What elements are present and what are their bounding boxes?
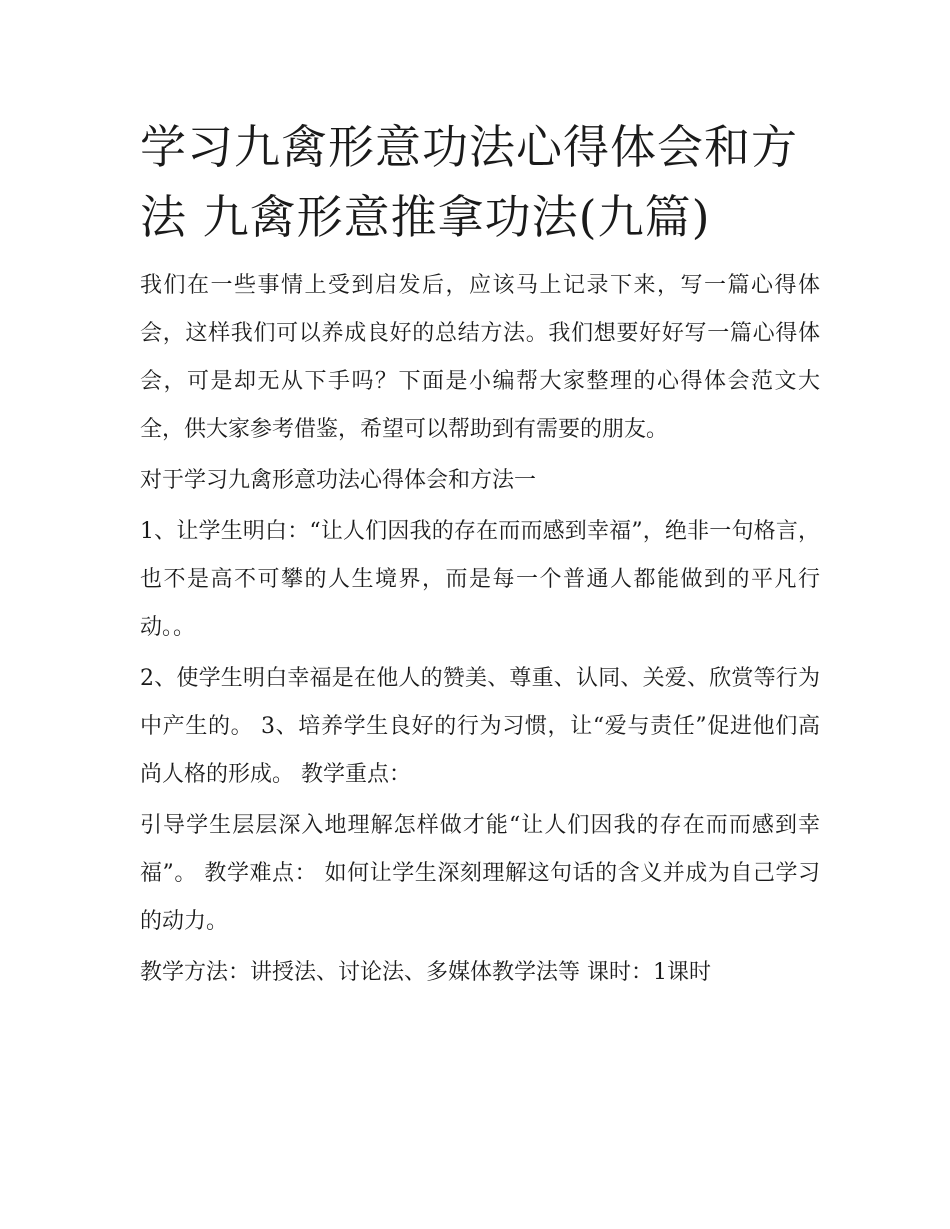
teaching-focus-paragraph: 引导学生层层深入地理解怎样做才能“让人们因我的存在而而感到幸福”。 教学难点： 如何让学生深刻理解这句话的含义并成为自己学习的动力。: [140, 813, 820, 934]
teaching-method-paragraph: 教学方法：讲授法、讨论法、多媒体教学法等 课时：1课时: [140, 960, 711, 985]
document-title: 学习九禽形意功法心得体会和方法 九禽形意推拿功法(九篇): [140, 120, 798, 244]
intro-paragraph: 我们在一些事情上受到启发后，应该马上记录下来，写一篇心得体会，这样我们可以养成良好的总结方法。我们想要好好写一篇心得体会，可是却无从下手吗？下面是小编帮大家整理的心得体会范文大全，供大家参考借鉴，希望可以帮助到有需要的朋友。: [140, 273, 820, 442]
objective-paragraph-1: 1、让学生明白：“让人们因我的存在而而感到幸福”，绝非一句格言，也不是高不可攀的人生境界，而是每一个普通人都能做到的平凡行动。。: [140, 519, 820, 640]
objective-paragraph-2: 2、使学生明白幸福是在他人的赞美、尊重、认同、关爱、欣赏等行为中产生的。 3、培养学生良好的行为习惯，让“爱与责任”促进他们高尚人格的形成。 教学重点：: [140, 666, 820, 787]
section-heading: 对于学习九禽形意功法心得体会和方法一: [140, 468, 537, 493]
document-body: [140, 112, 820, 1000]
